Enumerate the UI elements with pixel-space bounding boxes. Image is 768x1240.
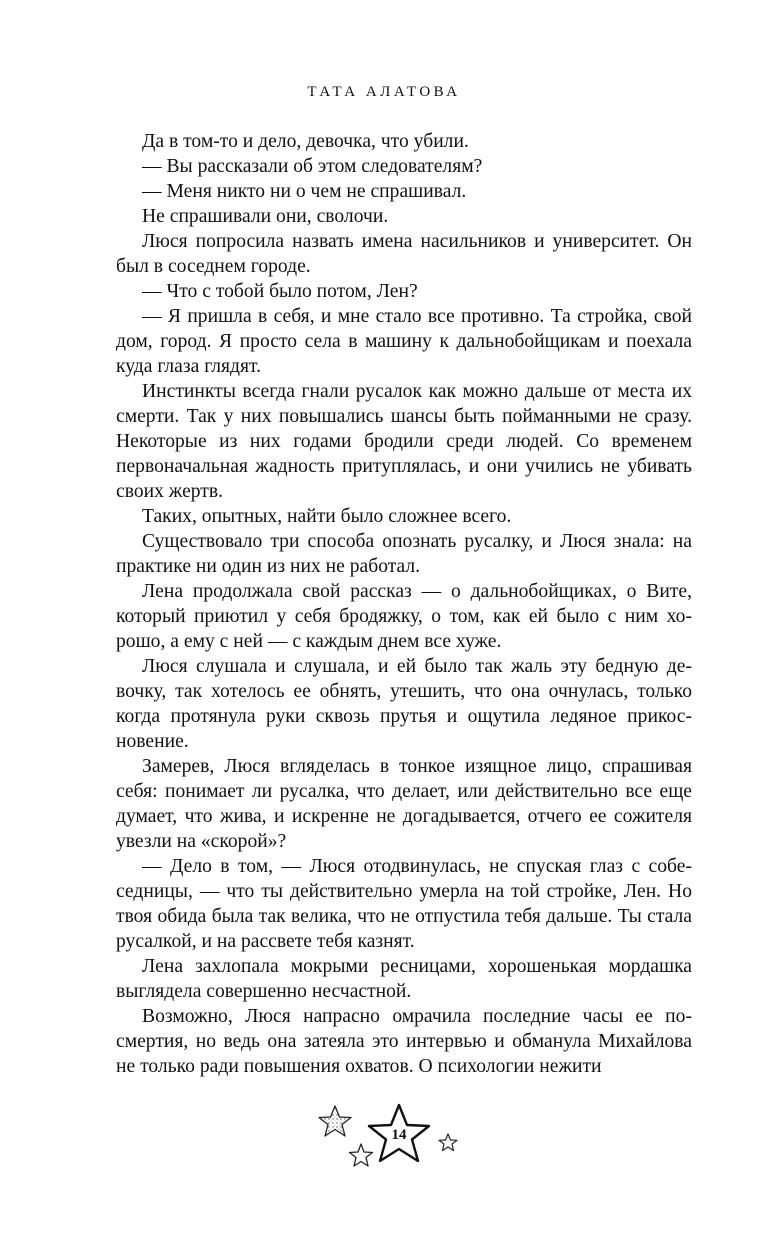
paragraph-3: — Меня никто ни о чем не спрашивал. [142,181,467,202]
paragraph-1: Да в том-то и дело, девочка, что убили. [142,131,469,152]
body-text [116,129,692,1079]
paragraph-5: Люся попросила назвать имена насильников и университет. Он был в соседнем городе. [116,231,692,277]
paragraph-16: Возможно, Люся напрасно омрачила последние часы ее посмертия, но ведь она затеяла это интервью и обманула Михайлова не только ради повышения охватов. О психологии нежити [116,1006,692,1077]
star-cluster-icon [308,1098,468,1178]
tiny-star-outline-icon [439,1134,457,1151]
paragraph-14: — Дело в том, — Люся отодвинулась, не спуская глаз с собеседницы, — что ты действительно умерла на той стройке, Лен. Но твоя обида была так велика, что не отпустила тебя дальше. Ты стала русалкой, и на рассвете тебя казнят. [116,856,692,952]
paragraph-7: — Я пришла в себя, и мне стало все противно. Та стройка, свой дом, город. Я просто села в машину к дальнобойщикам и поехала куда глаза глядят. [116,306,692,377]
paragraph-4: Не спрашивали они, сволочи. [142,206,389,227]
paragraph-2: — Вы рассказали об этом следователям? [142,156,483,177]
running-head: ТАТА АЛАТОВА [307,84,461,100]
small-star-speckled-icon [319,1106,351,1136]
paragraph-11: Лена продолжала свой рассказ — о дальнобойщиках, о Вите, который приютил у себя бродяжку, о том, как ей было с ним хорошо, а ему с ней — с каждым днем все хуже. [116,581,692,652]
paragraph-6: — Что с тобой было потом, Лен? [142,281,418,302]
paragraph-13: Замерев, Люся вгляделась в тонкое изящное лицо, спрашивая себя: понимает ли русалка, что делает, или действительно все еще думает, что жива, и искренне не догадывается, отчего ее сожителя увезли на «скорой»? [116,756,692,852]
page-number: 14 [391,1127,407,1143]
paragraph-15: Лена захлопала мокрыми ресницами, хорошенькая мордашка выглядела совершенно несчастной. [116,956,692,1002]
paragraph-8: Инстинкты всегда гнали русалок как можно дальше от места их смерти. Так у них повышались шансы быть пойманными не сразу. Некоторые из них годами бродили среди людей. Со временем первоначальная жадность притуплялась, и они учились не убивать своих жертв. [116,381,692,502]
paragraph-12: Люся слушала и слушала, и ей было так жаль эту бедную девочку, так хотелось ее обнять, утешить, что она очнулась, только когда протянула руки сквозь прутья и ощутила ледяное прикосновение. [116,656,692,752]
paragraph-9: Таких, опытных, найти было сложнее всего. [142,506,512,527]
paragraph-10: Существовало три способа опознать русалку, и Люся знала: на практике ни один из них не работал. [116,531,692,577]
small-star-outline-icon [350,1144,373,1166]
